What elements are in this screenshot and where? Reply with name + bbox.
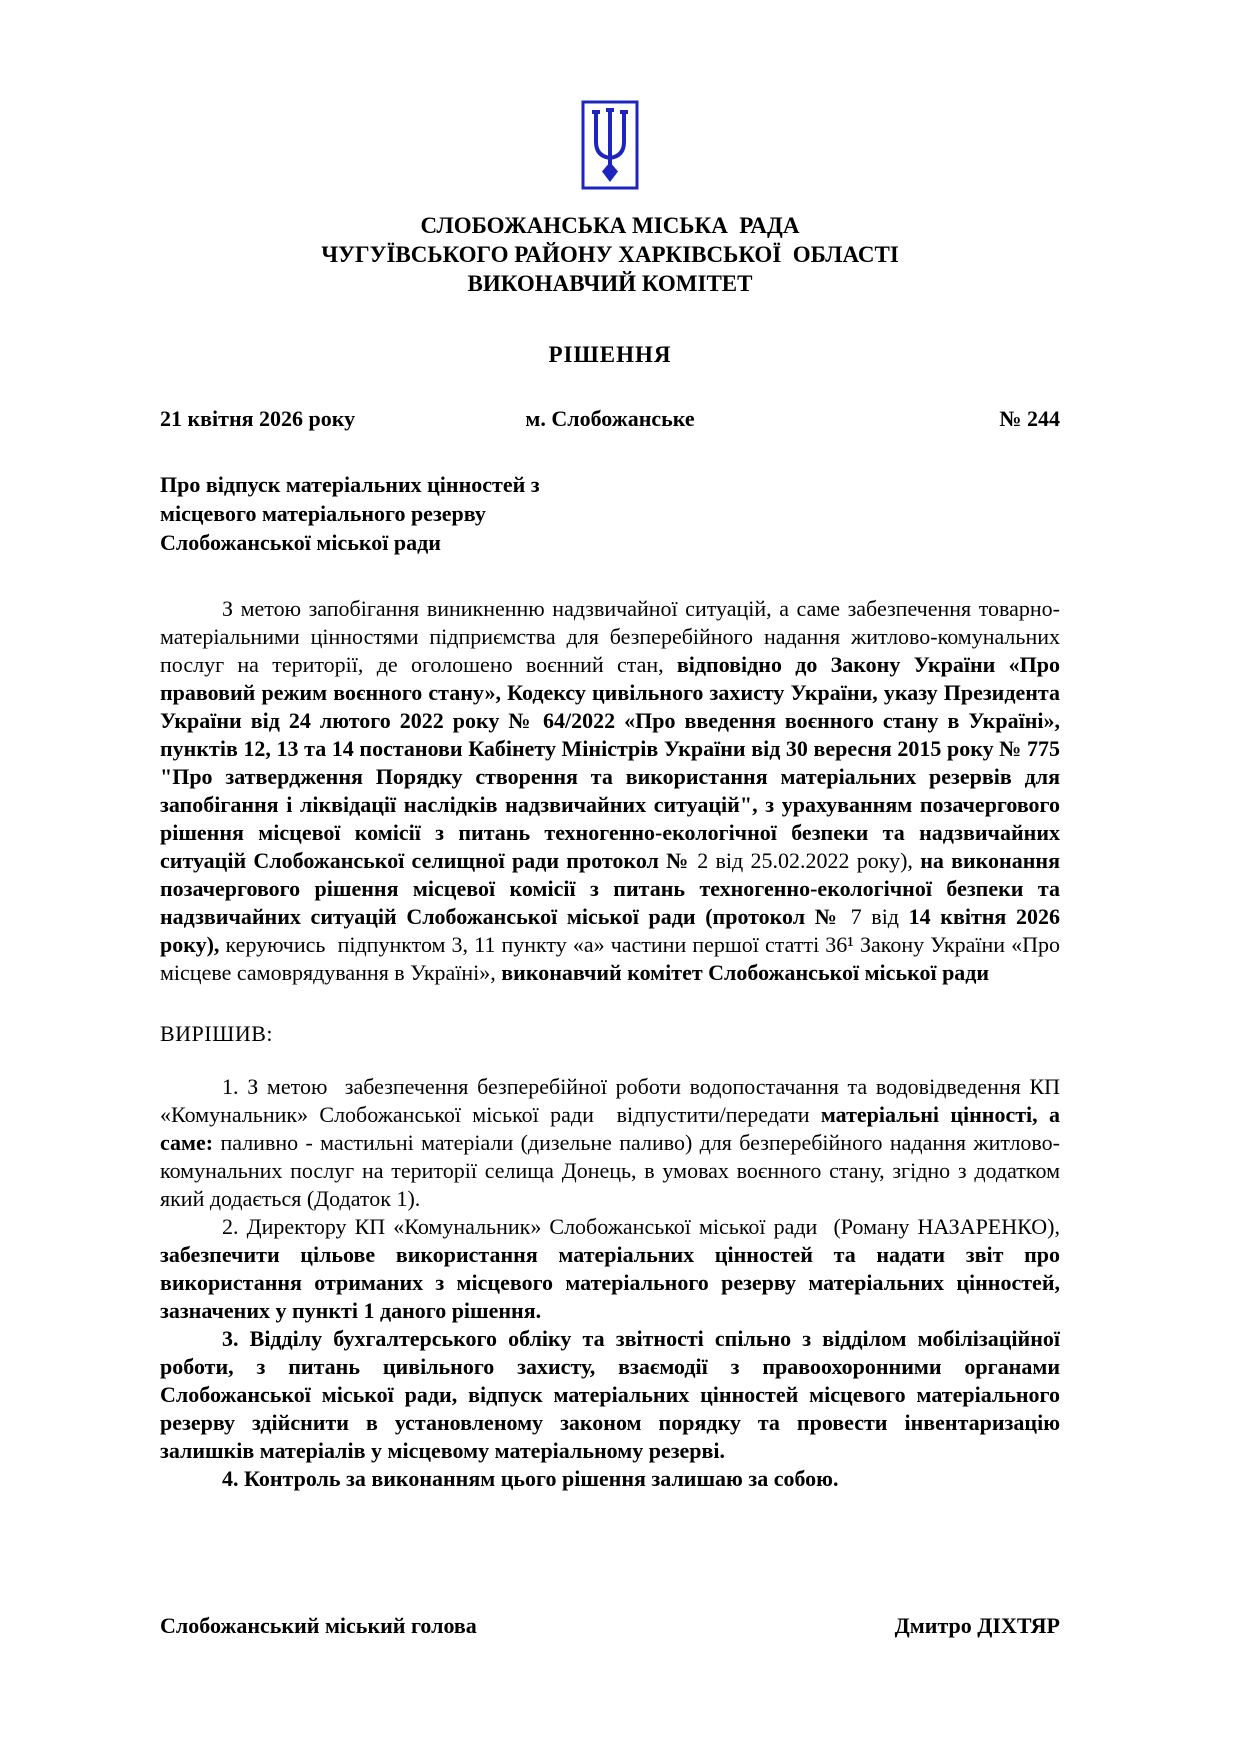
text-run: 14 квітня 2026 року),: [160, 904, 1066, 957]
text-run: З метою запобігання виникненню надзвичайної ситуацій, а саме забезпечення товарно-матеріальними цінностями підприємства для безперебійного надання житлово-комунальних послуг на території, де оголошено воєнний стан,: [160, 596, 1066, 677]
signature-name: Дмитро ДІХТЯР: [894, 1613, 1060, 1638]
subject-line-1: Про відпуск матеріальних цінностей з: [160, 472, 540, 497]
text-run: матеріальні цінності, а саме:: [160, 1102, 1066, 1155]
text-run: паливно - мастильні матеріали (дизельне паливо) для безперебійного надання житлово-комунальних послуг на території селища Донець, в умовах воєнного стану, згідно з додатком який додається (Додаток 1).: [160, 1130, 1066, 1211]
text-run: відповідно до Закону України «Про правовий режим воєнного стану», Кодексу цивільного захисту України, указу Президента України від 24 лютого 2022 року № 64/2022 «Про введення воєнного стану в Україні», пунктів 12, 13 та 14 постанови Кабінету Міністрів України від 30 вересня 2015 року № 775 "Про затвердження Порядку створення та використання матеріальних резервів для запобігання і ліквідації наслідків надзвичайних ситуацій", з урахуванням позачергового рішення місцевої комісії з питань техногенно-екологічної безпеки та надзвичайних ситуацій Слобожанської селищної ради протокол №: [160, 652, 1066, 873]
resolution-word: ВИРІШИВ:: [160, 1021, 273, 1046]
document-place: м. Слобожанське: [525, 406, 695, 431]
document-header: [160, 211, 1060, 298]
document-meta-row: [160, 406, 1060, 432]
document-date: 21 квітня 2026 року: [160, 406, 356, 431]
org-name-line-3: ВИКОНАВЧИЙ КОМІТЕТ: [467, 271, 753, 296]
text-run: 4. Контроль за виконанням цього рішення залишаю за собою.: [222, 1466, 839, 1491]
resolution-items: [160, 1073, 1066, 1493]
subject-line-2: місцевого матеріального резерву: [160, 501, 486, 526]
org-name-line-2: ЧУГУЇВСЬКОГО РАЙОНУ ХАРКІВСЬКОЇ ОБЛАСТІ: [321, 242, 899, 267]
text-run: 2 від 25.02.2022 року),: [697, 848, 921, 873]
preamble-paragraph: [160, 595, 1066, 987]
document-type-title: РІШЕННЯ: [548, 342, 672, 367]
resolution-item-1: [160, 1073, 1066, 1213]
text-run: керуючись підпунктом 3, 11 пункту «а» частини першої статті 36¹ Закону України «Про місцеве самоврядування в Україні»,: [160, 932, 1066, 985]
document-number: № 244: [999, 406, 1061, 431]
text-run: забезпечити цільове використання матеріальних цінностей та надати звіт про використання отриманих з місцевого матеріального резерву матеріальних цінностей, зазначених у пункті 1 даного рішення.: [160, 1242, 1066, 1323]
text-run: 2. Директору КП «Комунальник» Слобожанської міської ради (Роману НАЗАРЕНКО),: [222, 1214, 1066, 1239]
org-name-line-1: СЛОБОЖАНСЬКА МІСЬКА РАДА: [420, 213, 800, 238]
text-run: 3. Відділу бухгалтерського обліку та звітності спільно з відділом мобілізаційної роботи, з питань цивільного захисту, взаємодії з правоохоронними органами Слобожанської міської ради, відпуск матеріальних цінностей місцевого матеріального резерву здійснити в установленому законом порядку та провести інвентаризацію залишків матеріалів у місцевому матеріальному резерві.: [160, 1326, 1066, 1463]
signature-title: Слобожанський міський голова: [160, 1613, 477, 1638]
text-run: виконавчий комітет Слобожанської міської ради: [501, 960, 990, 985]
document-subject: [160, 470, 1060, 557]
text-run: 1. З метою забезпечення безперебійної роботи водопостачання та водовідведення КП «Комунальник» Слобожанської міської ради відпустити/передати: [160, 1074, 1066, 1127]
text-run: на виконання позачергового рішення місцевої комісії з питань техногенно-екологічної безпеки та надзвичайних ситуацій Слобожанської міської ради (протокол №: [160, 848, 1066, 929]
subject-line-3: Слобожанської міської ради: [160, 530, 441, 555]
trident-icon: [581, 100, 639, 190]
resolution-item-3: [160, 1325, 1066, 1465]
signature-row: [160, 1613, 1060, 1639]
resolution-item-2: [160, 1213, 1066, 1325]
text-run: 7 від: [850, 904, 909, 929]
resolution-item-4: [160, 1465, 1060, 1493]
coat-of-arms-emblem: [160, 100, 1060, 195]
